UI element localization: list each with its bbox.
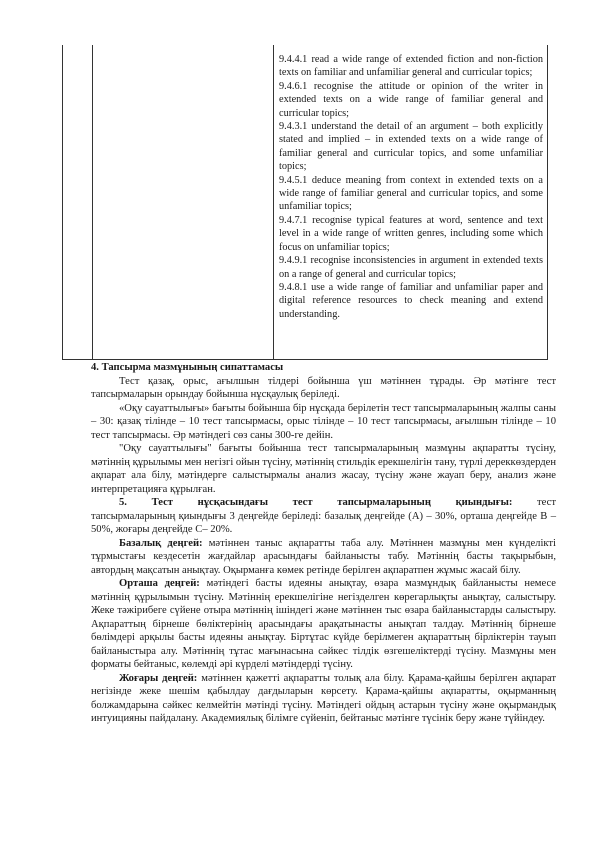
table-column-number (63, 45, 93, 359)
section-5-paragraph: тапсырмаларының қиындығы 3 деңгейде беріледі: базалық деңгейде (А) – 30%, орташа деңгейде В – 50%, жоғары деңгейде С– 20%. (91, 510, 556, 535)
document-body (91, 361, 556, 726)
level-basic-label: Базалық деңгей: (119, 537, 203, 549)
objective-item: 9.4.3.1 understand the detail of an argument – both explicitly stated and implied – in extended texts on a wide range of familiar general and curricular topics, and some unfamiliar topics; (279, 121, 543, 173)
level-basic-paragraph (91, 537, 556, 578)
objective-item: 9.4.8.1 use a wide range of familiar and unfamiliar paper and digital reference resources to check meaning and extend understanding. (279, 281, 543, 320)
table-column-section (93, 45, 274, 359)
objective-item: 9.4.6.1 recognise the attitude or opinion of the writer in extended texts on a wide range of familiar general and curricular topics; (279, 80, 543, 119)
section-4-paragraph: Тест қазақ, орыс, ағылшын тілдері бойынша үш мәтіннен тұрады. Әр мәтінге тест тапсырмаларын орындау бойынша нұсқаулық беріледі. (91, 375, 556, 400)
section-5-word: нұсқасындағы (197, 497, 268, 508)
level-high-label: Жоғары деңгей: (119, 672, 198, 684)
objective-item: 9.4.7.1 recognise typical features at word, sentence and text level in a wide range of written genres, including some which focus on unfamiliar topics; (279, 214, 543, 253)
section-4-heading: 4. Тапсырма мазмұнының сипаттамасы (91, 362, 284, 373)
level-medium-paragraph (91, 577, 556, 672)
section-4-paragraph: «Оқу сауаттылығы» бағыты бойынша бір нұсқада берілетін тест тапсырмаларының жалпы саны – 30: қазақ тілінде – 10 тест тапсырмасы, орыс тілінде – 10 тест тапсырмасы, ағылшын тілінде – 10 тест тапсырмасы. Әр мәтіндегі сөз саны 300-ге дейін. (91, 402, 556, 441)
section-5-number: 5. (119, 497, 127, 508)
objective-item: 9.4.9.1 recognise inconsistencies in argument in extended texts on a range of general and curricular topics; (279, 255, 543, 280)
section-5-word: тест (292, 497, 313, 508)
section-4-paragraph: "Оқу сауаттылығы" бағыты бойынша тест тапсырмаларының мазмұны ақпаратты түсіну, мәтіннің құрылымы мен негізгі ойын түсіну, мәтіннің стильдік ерекшелігін тану, түрлі дереккөздерден ақпарат ала білу, мәтіндерге салыстырмалы анализ жасау, түсіну және жауап беру, анализ және интерпретацияға құрылған. (91, 443, 556, 495)
level-medium-label: Орташа деңгей: (119, 578, 200, 589)
level-medium-text: мәтіндегі басты идеяны анықтау, өзара мазмұндық байланысты немесе мәтіннің құрылымын түсіну. Мәтіннің ерекшелігіне негізделген көрегарлықты анықтау, салыстыру. Жеке тәжірибеге сүйене отыра мәтіннің ішіндегі және мәтіннен тыс өзара байланыстарды салыстыру. Ақпараттың бірнеше бөліктерінің арасындағы арақатынасты анықтап талдау. Мәтіннің бірнеше бөлімдері арқылы басты идеяны анықтау. Біртұтас күйде берілмеген ақпараттың бірліктерін тауып байланыстыра алу. Мәтіннің тұтас мағынасына сәйкес тілдік өзгешеліктерді түсіну. Мазмұны мен форматы бейтаныс, көлемді әрі күрделі мәтіндерді түсіну. (91, 578, 556, 670)
objective-item: 9.4.4.1 read a wide range of extended fiction and non-fiction texts on familiar and unfamiliar general and curricular topics; (279, 54, 543, 79)
section-5-word: қиындығы: (455, 497, 513, 508)
section-5-word: тест (537, 497, 556, 508)
section-5-word: Тест (151, 497, 173, 508)
level-high-paragraph (91, 672, 556, 726)
table-column-objectives (274, 45, 547, 359)
section-5-word: тапсырмаларының (337, 497, 431, 508)
level-basic-text: мәтіннен таныс ақпаратты таба алу. Мәтіннен мазмұны мен күнделікті тұрмыстағы кездесетін жағдайлар арасындағы байланысты табу. Мәтіннің басты тақырыбын, автордың мақсатын анықтау. Оқырманға көмек ретінде берілген ақпаратпен жұмыс жасай білу. (91, 537, 556, 576)
level-high-text: мәтіннен қажетті ақпаратты толық ала білу. Қарама-қайшы берілген ақпарат негізінде жеке шешім қабылдау дағдыларын көрсету. Қарама-қайшы ақпаратты, оқырманның болжамдарына сәйкес келмейтін мәтінді түсіну. Мәтіндегі ойдың астарын түсіну және оқырмандық интуицияны пайдалану. Академиялық білімге сүйеніп, бейтаныс мәтінге түсінік беру және түйіндеу. (91, 672, 556, 724)
section-5-heading (91, 496, 556, 510)
objective-item: 9.4.5.1 deduce meaning from context in extended texts on a wide range of familiar general and curricular topics, and some unfamiliar topics; (279, 174, 543, 213)
objectives-table (62, 45, 548, 360)
